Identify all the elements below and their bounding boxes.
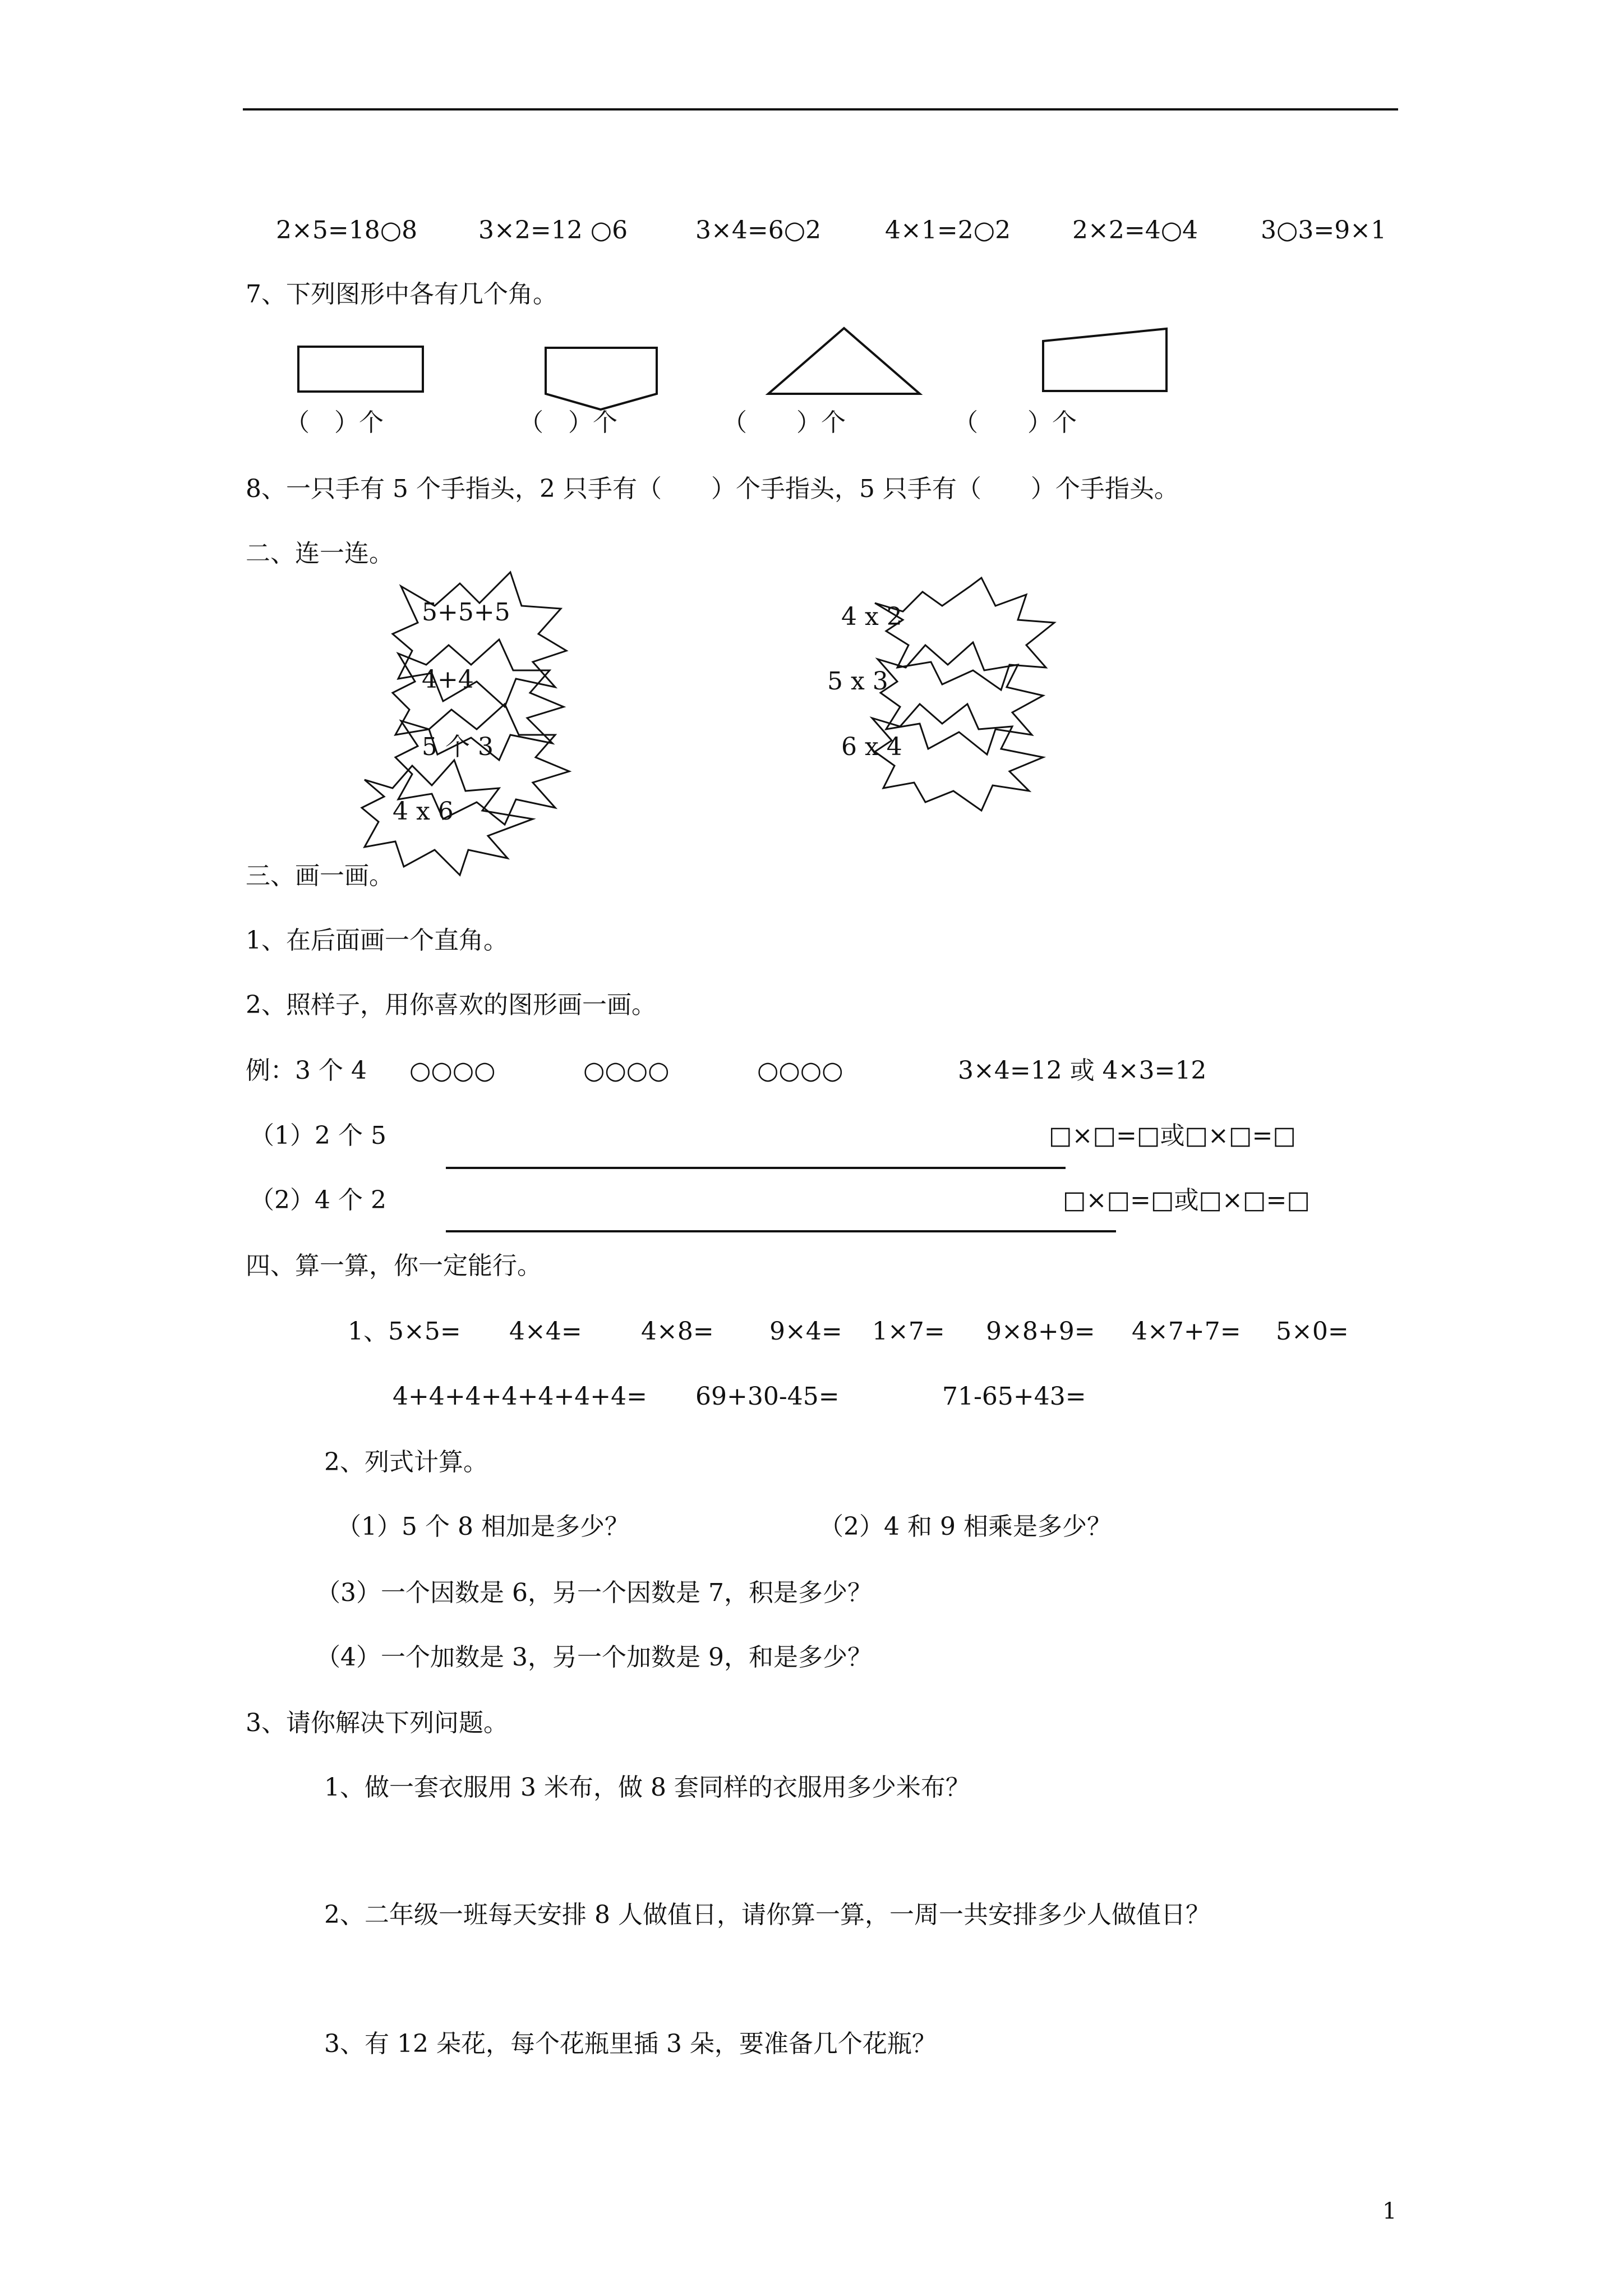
draw-row2-label: （2）4 个 2 bbox=[250, 1186, 386, 1214]
link-right-2: 5 x 3 bbox=[827, 667, 888, 696]
comparison-1: 2×5=18○8 bbox=[276, 216, 418, 245]
section3-item2: 2、照样子，用你喜欢的图形画一画。 bbox=[246, 991, 656, 1019]
q7-title: 7、下列图形中各有几个角。 bbox=[246, 280, 557, 309]
section5-title: 3、请你解决下列问题。 bbox=[246, 1709, 508, 1737]
draw-row1-blanks: □×□=□或□×□=□ bbox=[1049, 1121, 1296, 1150]
draw-row1-label: （1）2 个 5 bbox=[250, 1121, 386, 1150]
calc-11: 71-65+43= bbox=[942, 1382, 1086, 1411]
problem-1: 1、做一套衣服用 3 米布，做 8 套同样的衣服用多少米布？ bbox=[324, 1773, 970, 1802]
calc-8: 5×0= bbox=[1276, 1317, 1349, 1346]
q8-text: 8、一只手有 5 个手指头，2 只手有（ ）个手指头，5 只手有（ ）个手指头。 bbox=[246, 475, 1179, 503]
section3-item1: 1、在后面画一个直角。 bbox=[246, 926, 508, 955]
q7-answer-1: （ ）个 bbox=[285, 408, 384, 437]
example-group-1: ○○○○ bbox=[409, 1056, 496, 1085]
problem-2: 2、二年级一班每天安排 8 人做值日，请你算一算，一周一共安排多少人做值日？ bbox=[324, 1901, 1210, 1929]
link-right-1: 4 x 2 bbox=[841, 602, 902, 631]
burst-right-2 bbox=[878, 642, 1043, 754]
page-number: 1 bbox=[1382, 2198, 1397, 2224]
comparison-6: 3○3=9×1 bbox=[1261, 216, 1387, 245]
section4-title: 四、算一算，你一定能行。 bbox=[246, 1251, 542, 1280]
burst-left-1 bbox=[393, 572, 566, 707]
comparison-3: 3×4=6○2 bbox=[695, 216, 822, 245]
calc-4: 9×4= bbox=[769, 1317, 842, 1346]
calc-7: 4×7+7= bbox=[1132, 1317, 1241, 1346]
comparison-2: 3×2=12 ○6 bbox=[478, 216, 628, 245]
burst-shapes bbox=[0, 0, 1623, 898]
q7-answer-4: （ ）个 bbox=[953, 408, 1077, 437]
word-q1: （1）5 个 8 相加是多少？ bbox=[336, 1512, 629, 1541]
problem-3: 3、有 12 朵花，每个花瓶里插 3 朵，要准备几个花瓶？ bbox=[324, 2030, 937, 2058]
draw-row2-blanks: □×□=□或□×□=□ bbox=[1063, 1186, 1310, 1214]
word-q4: （4）一个加数是 3，另一个加数是 9，和是多少？ bbox=[316, 1643, 872, 1672]
link-left-2: 4+4 bbox=[422, 665, 474, 694]
q7-answer-2: （ ）个 bbox=[519, 408, 617, 437]
link-left-3: 5 个 3 bbox=[422, 733, 494, 761]
example-group-3: ○○○○ bbox=[757, 1056, 843, 1085]
q7-answer-3: （ ）个 bbox=[722, 408, 846, 437]
example-group-2: ○○○○ bbox=[583, 1056, 670, 1085]
calc-1: 1、5×5= bbox=[348, 1317, 461, 1346]
example-prefix: 例：3 个 4 bbox=[246, 1056, 367, 1085]
section3-title: 三、画一画。 bbox=[246, 862, 394, 890]
link-left-4: 4 x 6 bbox=[393, 797, 454, 826]
calc-3: 4×8= bbox=[641, 1317, 714, 1346]
comparison-5: 2×2=4○4 bbox=[1072, 216, 1198, 245]
draw-row1-line[interactable] bbox=[446, 1167, 1066, 1169]
calc-9: 4+4+4+4+4+4+4= bbox=[393, 1382, 648, 1411]
link-right-3: 6 x 4 bbox=[841, 733, 902, 761]
section4-sub2-title: 2、列式计算。 bbox=[324, 1448, 488, 1476]
burst-right-1 bbox=[875, 578, 1054, 690]
example-result: 3×4=12 或 4×3=12 bbox=[958, 1056, 1207, 1085]
word-q2: （2）4 和 9 相乘是多少？ bbox=[819, 1512, 1112, 1541]
calc-2: 4×4= bbox=[509, 1317, 582, 1346]
calc-5: 1×7= bbox=[872, 1317, 945, 1346]
word-q3: （3）一个因数是 6，另一个因数是 7，积是多少？ bbox=[316, 1579, 872, 1607]
calc-10: 69+30-45= bbox=[695, 1382, 840, 1411]
section2-title: 二、连一连。 bbox=[246, 539, 394, 568]
comparison-4: 4×1=2○2 bbox=[885, 216, 1011, 245]
draw-row2-line[interactable] bbox=[446, 1230, 1116, 1232]
link-left-1: 5+5+5 bbox=[422, 598, 510, 627]
calc-6: 9×8+9= bbox=[986, 1317, 1095, 1346]
